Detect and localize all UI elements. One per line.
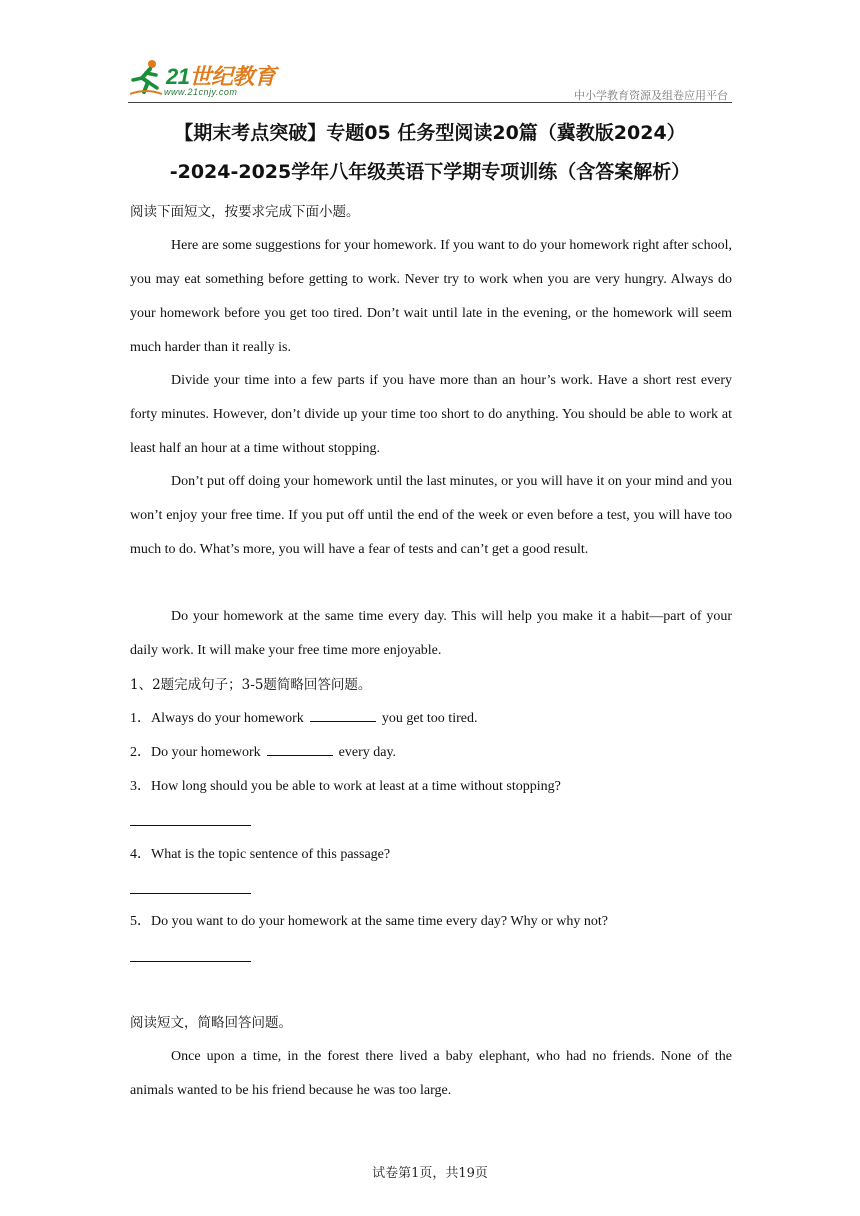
question-2: 2．Do your homework every day. [130,745,397,760]
runner-logo-icon [128,58,164,98]
passage1-paragraph: Here are some suggestions for your homework. If you want to do your homework right after school, you may eat something before getting to work. Never try to work when you are very hungry. Always do your homework before you get too tired. Don’t wait until late in the evening, or the homework will seem much harder than it really is. [130,238,732,355]
answer-blank[interactable] [310,709,376,722]
logo-url: www.21cnjy.com [164,87,238,97]
question-5: 5．Do you want to do your homework at the same time every day? Why or why not? [130,914,608,929]
page-footer: 试卷第1页，共19页 [372,1166,488,1181]
passage1-paragraph: Divide your time into a few parts if you have more than an hour’s work. Have a short rest every forty minutes. However, don’t divide up your time too short to do anything. You should be able to work at least half an hour at a time without stopping. [130,373,732,456]
doc-title-line1: 【期末考点突破】专题05 任务型阅读20篇（冀教版2024） [174,122,686,144]
header-divider [128,102,732,103]
answer-line[interactable] [130,961,251,962]
section2-instruction: 阅读短文，简略回答问题。 [130,1015,292,1031]
passage1-paragraph: Don’t put off doing your homework until the last minutes, or you will have it on your mind and you won’t enjoy your free time. If you put off until the end of the week or even before a test, you will have too much to do. What’s more, you will have a fear of tests and can’t get a good result. [130,474,732,557]
passage1-paragraph: Do your homework at the same time every day. This will help you make it a habit—part of your daily work. It will make your free time more enjoyable. [130,609,732,658]
site-logo [128,58,278,100]
answer-blank[interactable] [267,743,333,756]
passage2-paragraph: Once upon a time, in the forest there lived a baby elephant, who had no friends. None of the animals wanted to be his friend because he was too large. [130,1049,732,1098]
question-4: 4．What is the topic sentence of this passage? [130,847,391,862]
logo-wordmark: 21世纪教育 [166,64,276,89]
question-3: 3．How long should you be able to work at least at a time without stopping? [130,779,561,794]
question-1: 1．Always do your homework you get too tired. [130,711,478,726]
page-header [128,58,732,104]
task-note: 1、2题完成句子；3-5题简略回答问题。 [130,677,372,693]
doc-title-line2: -2024-2025学年八年级英语下学期专项训练（含答案解析） [169,161,691,183]
answer-line[interactable] [130,893,251,894]
answer-line[interactable] [130,825,251,826]
section1-instruction: 阅读下面短文，按要求完成下面小题。 [130,204,360,220]
platform-name: 中小学教育资源及组卷应用平台 [574,89,728,102]
